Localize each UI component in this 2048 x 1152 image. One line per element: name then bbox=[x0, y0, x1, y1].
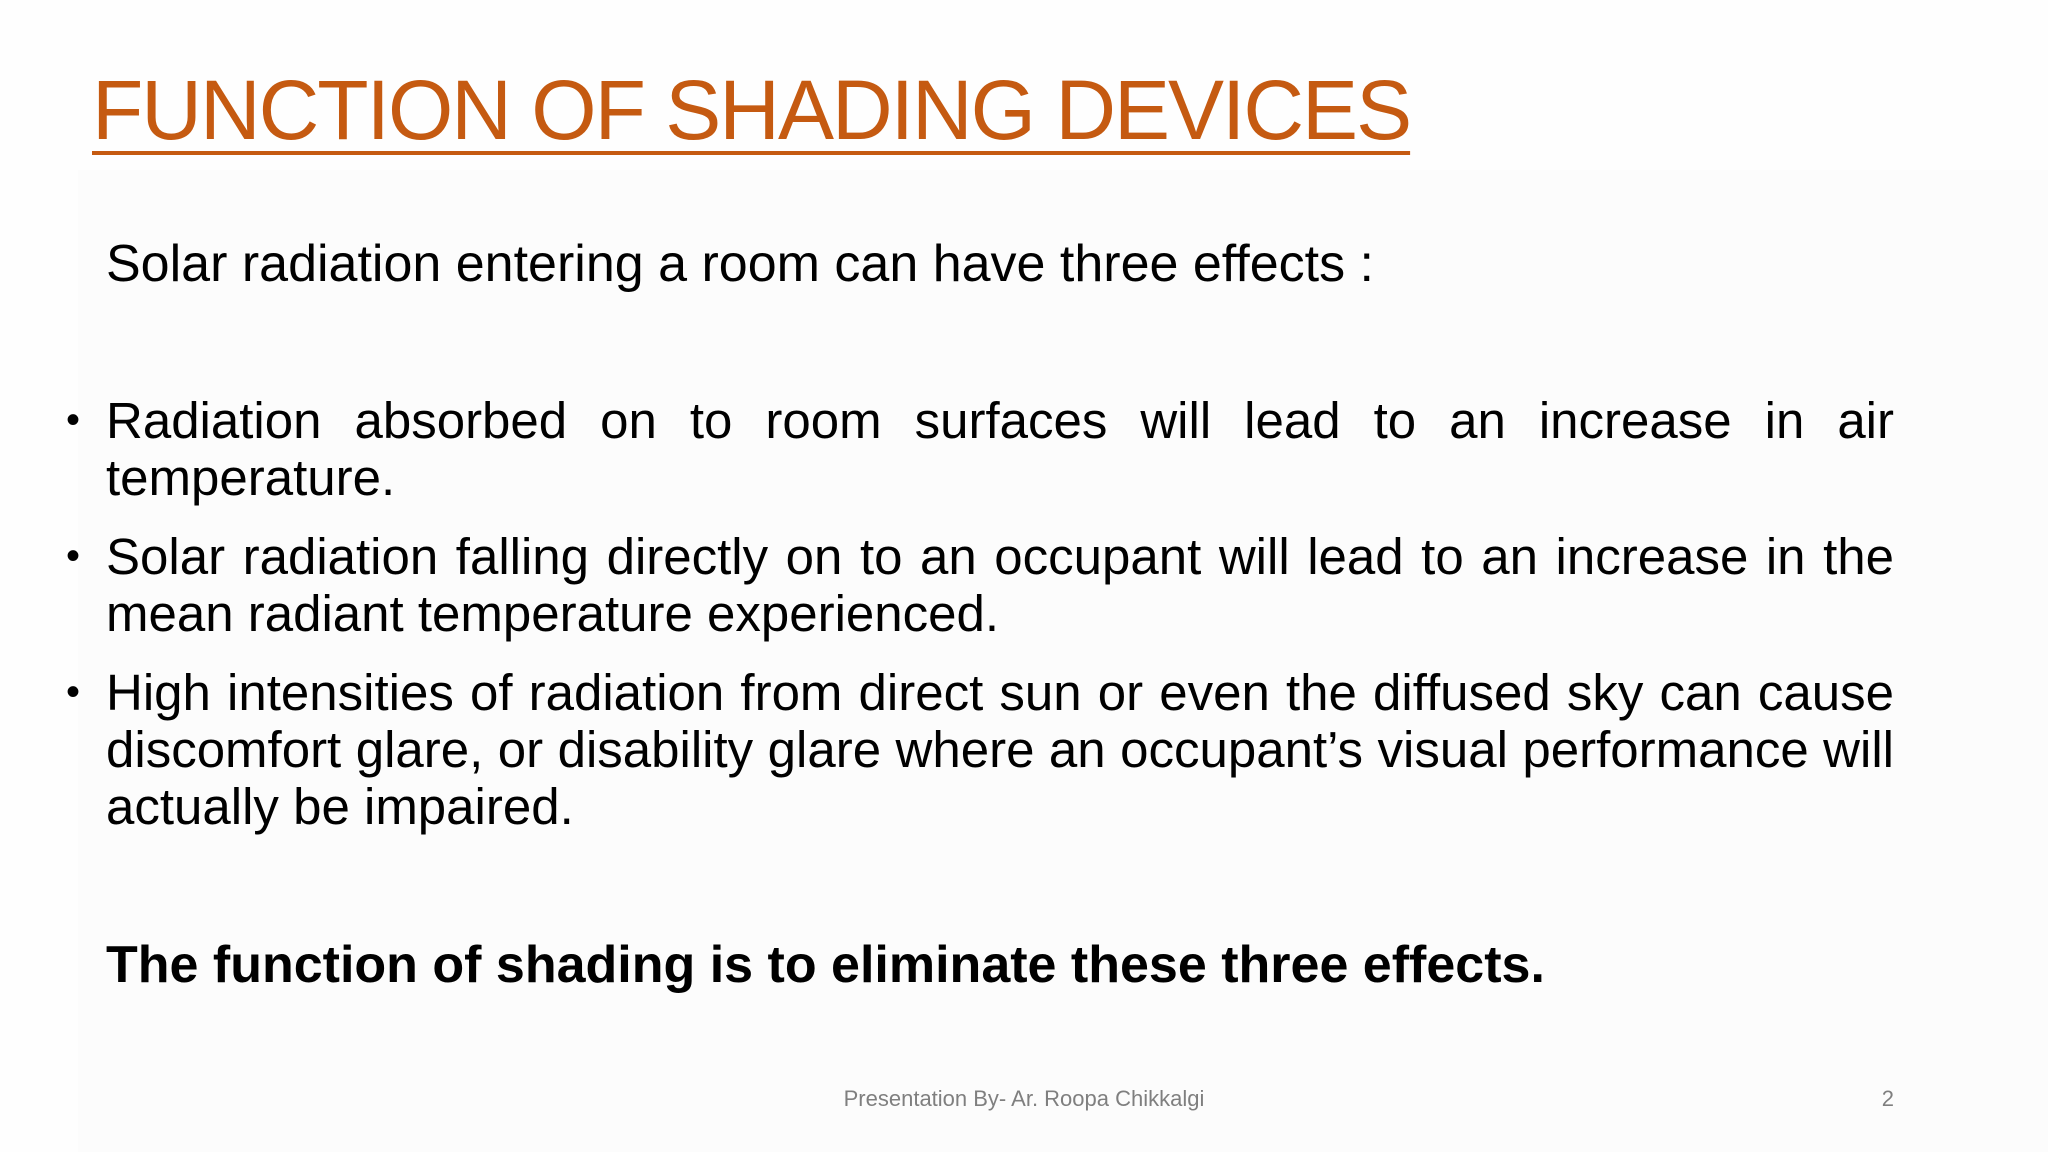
conclusion-text: The function of shading is to eliminate these three effects. bbox=[106, 936, 1545, 994]
intro-text: Solar radiation entering a room can have three effects : bbox=[106, 235, 1375, 293]
bullet-marker: • bbox=[66, 534, 81, 578]
slide-title: FUNCTION OF SHADING DEVICES bbox=[92, 63, 1411, 157]
bullet-text: Solar radiation falling directly on to an occupant will lead to an increase in the mean radiant temperature experienced. bbox=[106, 528, 1894, 642]
bullet-item bbox=[66, 664, 1894, 835]
bullet-item bbox=[66, 528, 1894, 642]
page-number: 2 bbox=[1881, 1086, 1894, 1111]
bullet-text: Radiation absorbed on to room surfaces will lead to an increase in air temperature. bbox=[106, 392, 1894, 506]
footer-credit: Presentation By- Ar. Roopa Chikkalgi bbox=[843, 1086, 1205, 1111]
bullet-marker: • bbox=[66, 398, 81, 442]
bullet-list bbox=[66, 392, 1894, 857]
bullet-text: High intensities of radiation from direct sun or even the diffused sky can cause discomfort glare, or disability glare where an occupant’s visual performance will actually be impaired. bbox=[106, 664, 1894, 835]
bullet-marker: • bbox=[66, 670, 81, 714]
bullet-item bbox=[66, 392, 1894, 506]
